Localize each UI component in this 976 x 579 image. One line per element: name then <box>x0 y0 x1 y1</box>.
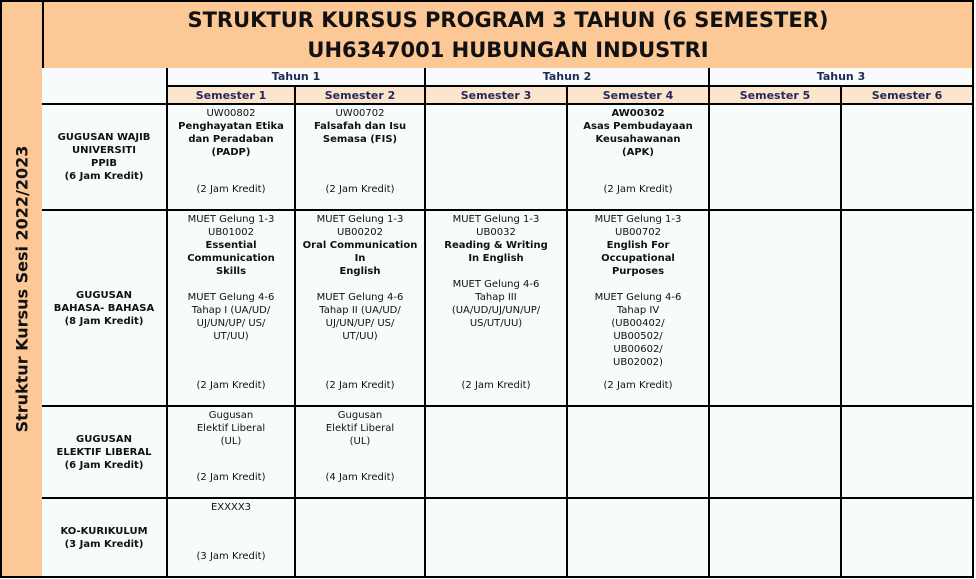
empty-cell <box>426 499 568 578</box>
semester-label: Semester 5 <box>739 89 811 102</box>
course-info-line: UT/UU) <box>342 331 378 342</box>
course-title-line: Purposes <box>611 266 665 277</box>
course-info-line: UB00602/ <box>613 344 663 355</box>
row-label-line: GUGUSAN <box>76 433 132 445</box>
credit-hours: (2 Jam Kredit) <box>603 380 673 391</box>
row-label <box>54 289 154 328</box>
course-title-line: Keusahawanan <box>595 134 681 145</box>
course-info-line: MUET Gelung 4-6 <box>187 292 275 303</box>
row-label-cell <box>42 105 168 211</box>
course-title-line: (APK) <box>622 147 654 158</box>
empty-cell <box>842 407 974 499</box>
empty-cell <box>710 211 842 407</box>
semester-header <box>296 87 426 105</box>
empty-cell <box>710 105 842 211</box>
row-label <box>60 525 147 551</box>
course-info-line: UB00702 <box>615 227 661 238</box>
spacer <box>571 278 705 291</box>
course-cell <box>168 211 296 407</box>
course-info-line: US/UT/UU) <box>469 318 523 329</box>
credit-hours: (2 Jam Kredit) <box>196 380 266 391</box>
course-info-line: Elektif Liberal <box>196 423 266 434</box>
course-cell <box>426 211 568 407</box>
row-label-line: UNIVERSITI <box>72 145 136 156</box>
course-info-line: Elektif Liberal <box>325 423 395 434</box>
course-title-line: Communication <box>187 253 275 264</box>
course-info-line: MUET Gelung 1-3 <box>187 214 275 225</box>
title-line-2: UH6347001 HUBUNGAN INDUSTRI <box>307 38 709 62</box>
row-label-line: KO-KURIKULUM <box>60 525 148 537</box>
credit-hours: (2 Jam Kredit) <box>196 472 266 483</box>
course-title-line: In English <box>468 253 524 264</box>
course-info-line: (UL) <box>349 436 371 447</box>
semester-header <box>842 87 974 105</box>
empty-cell <box>710 499 842 578</box>
course-cell <box>568 105 710 211</box>
course-info-line: MUET Gelung 4-6 <box>316 292 404 303</box>
empty-cell <box>568 407 710 499</box>
row-label-line: GUGUSAN WAJIB <box>57 132 151 143</box>
course-cell <box>168 499 296 578</box>
semester-header <box>168 87 296 105</box>
year-header <box>426 68 710 87</box>
row-label-line: ELEKTIF LIBERAL <box>56 446 152 458</box>
year-label: Tahun 1 <box>271 70 321 83</box>
row-label-cell <box>42 407 168 499</box>
row-label-cell <box>42 499 168 578</box>
course-cell <box>296 105 426 211</box>
row-label-line: (6 Jam Kredit) <box>64 459 144 471</box>
semester-label: Semester 2 <box>324 89 396 102</box>
course-title-line: Semasa (FIS) <box>322 134 398 145</box>
semester-header <box>710 87 842 105</box>
empty-cell <box>296 499 426 578</box>
course-title-line: In <box>354 253 366 264</box>
course-info-line: Tahap IV <box>616 305 660 316</box>
course-cell <box>296 407 426 499</box>
course-info-line: UJ/UN/UP/ US/ <box>196 318 266 329</box>
empty-cell <box>842 499 974 578</box>
course-info-line: UB00202 <box>337 227 383 238</box>
row-label-line: BAHASA- BAHASA <box>53 302 155 314</box>
course-info-line: MUET Gelung 1-3 <box>452 214 540 225</box>
row-label <box>57 433 152 472</box>
course-info-line: UB01002 <box>208 227 254 238</box>
course-info-line: UB02002) <box>613 357 663 368</box>
course-info-line: MUET Gelung 4-6 <box>452 279 540 290</box>
course-info-line: (UB00402/ <box>611 318 665 329</box>
semester-label: Semester 1 <box>195 89 267 102</box>
row-label-line: GUGUSAN <box>76 289 132 301</box>
course-cell <box>296 211 426 407</box>
credit-hours: (2 Jam Kredit) <box>461 380 531 391</box>
course-title-line: Reading & Writing <box>444 240 548 251</box>
year-label: Tahun 2 <box>542 70 592 83</box>
empty-cell <box>710 407 842 499</box>
semester-header <box>568 87 710 105</box>
course-info-line: UT/UU) <box>213 331 249 342</box>
course-info-line: Gugusan <box>208 410 254 421</box>
row-label-line: (3 Jam Kredit) <box>64 538 144 550</box>
year-header <box>710 68 974 87</box>
course-info-line: Tahap III <box>475 292 517 303</box>
course-cell <box>568 211 710 407</box>
semester-label: Semester 6 <box>871 89 943 102</box>
course-cell <box>168 105 296 211</box>
course-info-line: (UA/UD/UJ/UN/UP/ <box>451 305 541 316</box>
semester-header <box>426 87 568 105</box>
spacer <box>299 278 421 291</box>
course-info-line: UW00702 <box>335 108 385 119</box>
row-label-line: PPIB <box>90 158 117 169</box>
course-title-line: Penghayatan Etika <box>178 121 284 132</box>
course-info-line: EXXXX3 <box>210 502 252 513</box>
course-structure-table <box>42 68 974 578</box>
corner-cell <box>42 68 168 105</box>
course-info-line: MUET Gelung 4-6 <box>594 292 682 303</box>
course-title-line: Falsafah dan Isu <box>313 121 407 132</box>
course-info-line: Gugusan <box>337 410 383 421</box>
course-info-line: MUET Gelung 1-3 <box>594 214 682 225</box>
empty-cell <box>426 407 568 499</box>
course-title-line: English <box>339 266 381 277</box>
credit-hours: (2 Jam Kredit) <box>196 184 266 195</box>
course-title-line: Essential <box>205 240 257 251</box>
spacer <box>171 278 291 291</box>
course-info-line: UW00802 <box>206 108 256 119</box>
year-label: Tahun 3 <box>816 70 866 83</box>
empty-cell <box>426 105 568 211</box>
course-cell <box>168 407 296 499</box>
course-info-line: MUET Gelung 1-3 <box>316 214 404 225</box>
course-title-line: Oral Communication <box>302 240 418 251</box>
course-title-line: dan Peradaban <box>188 134 274 145</box>
row-label-cell <box>42 211 168 407</box>
course-info-line: UB00502/ <box>613 331 663 342</box>
semester-label: Semester 3 <box>460 89 532 102</box>
spacer <box>429 265 563 278</box>
course-title-line: Asas Pembudayaan <box>583 121 693 132</box>
credit-hours: (2 Jam Kredit) <box>325 184 395 195</box>
year-header <box>168 68 426 87</box>
course-title-line: Occupational <box>601 253 675 264</box>
course-info-line: UB0032 <box>476 227 516 238</box>
course-title-line: (PADP) <box>211 147 251 158</box>
page-title <box>44 2 972 68</box>
row-label <box>58 131 151 183</box>
empty-cell <box>568 499 710 578</box>
credit-hours: (2 Jam Kredit) <box>325 380 395 391</box>
course-info-line: Tahap II (UA/UD/ <box>319 305 401 316</box>
semester-label: Semester 4 <box>602 89 674 102</box>
course-title-line: Skills <box>215 266 247 277</box>
row-label-line: (6 Jam Kredit) <box>64 171 144 182</box>
course-info-line: (UL) <box>220 436 242 447</box>
empty-cell <box>842 105 974 211</box>
credit-hours: (2 Jam Kredit) <box>603 184 673 195</box>
title-line-1: STRUKTUR KURSUS PROGRAM 3 TAHUN (6 SEMESTER) <box>187 8 829 32</box>
empty-cell <box>842 211 974 407</box>
course-info-line: Tahap I (UA/UD/ <box>191 305 271 316</box>
course-info-line: UJ/UN/UP/ US/ <box>325 318 395 329</box>
credit-hours: (4 Jam Kredit) <box>325 472 395 483</box>
credit-hours: (3 Jam Kredit) <box>196 551 266 562</box>
side-label: Struktur Kursus Sesi 2022/2023 <box>12 145 32 433</box>
course-title-line: English For <box>606 240 670 251</box>
row-label-line: (8 Jam Kredit) <box>64 315 144 327</box>
course-title-line: AW00302 <box>611 108 665 119</box>
